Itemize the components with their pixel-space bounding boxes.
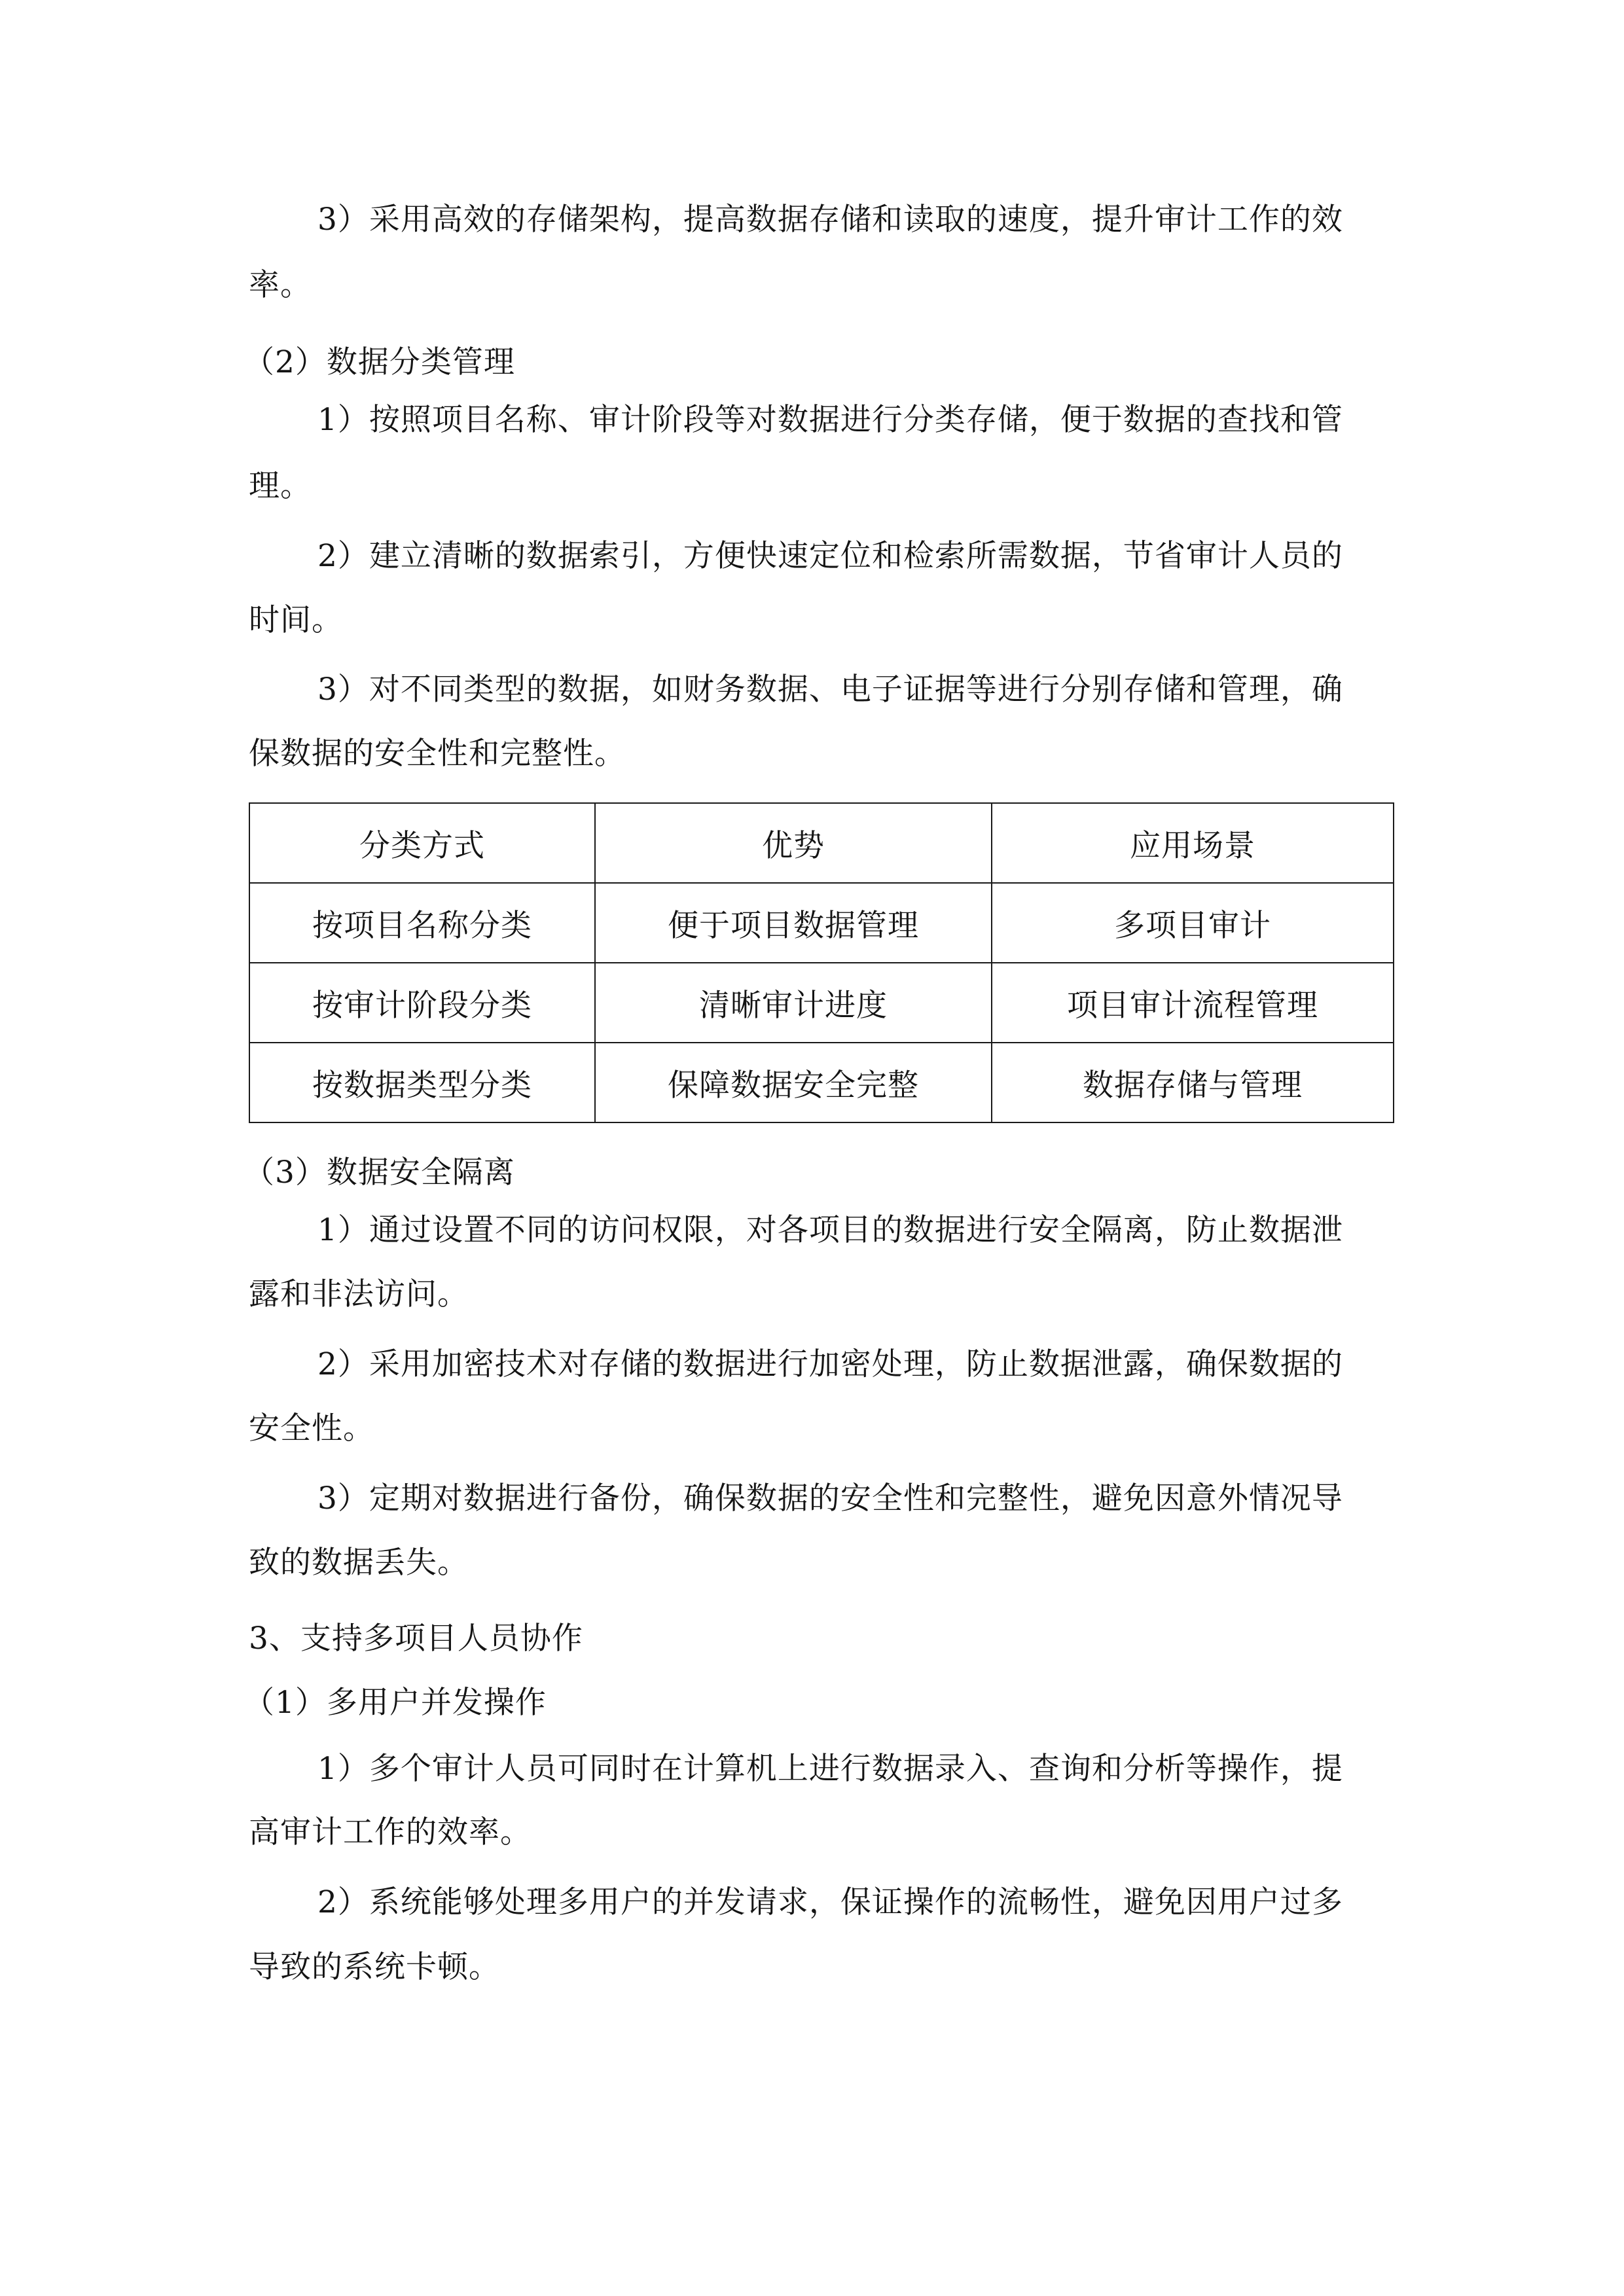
part-heading: 3、支持多项目人员协作 <box>249 1621 583 1657</box>
paragraph-line: 致的数据丢失。 <box>249 1545 469 1581</box>
paragraph-line: 3）采用高效的存储架构，提高数据存储和读取的速度，提升审计工作的效 <box>317 202 1343 238</box>
table-cell: 按审计阶段分类 <box>249 963 595 1043</box>
table-row <box>249 883 1394 963</box>
table-header-cell: 应用场景 <box>992 803 1394 883</box>
paragraph-line: 2）建立清晰的数据索引，方便快速定位和检索所需数据，节省审计人员的 <box>317 538 1343 574</box>
paragraph-line: 导致的系统卡顿。 <box>249 1949 500 1985</box>
table-header-cell: 分类方式 <box>249 803 595 883</box>
paragraph-line: 理。 <box>249 468 312 504</box>
table-row <box>249 963 1394 1043</box>
table-cell: 数据存储与管理 <box>992 1043 1394 1122</box>
classification-table <box>249 802 1394 1123</box>
table-header-row <box>249 803 1394 883</box>
table-cell: 清晰审计进度 <box>595 963 992 1043</box>
section-heading: （2）数据分类管理 <box>244 344 515 380</box>
paragraph-line: 高审计工作的效率。 <box>249 1814 532 1850</box>
paragraph-line: 3）对不同类型的数据，如财务数据、电子证据等进行分别存储和管理，确 <box>317 672 1343 708</box>
section-heading: （3）数据安全隔离 <box>244 1155 515 1191</box>
paragraph-line: 1）多个审计人员可同时在计算机上进行数据录入、查询和分析等操作，提 <box>317 1751 1343 1787</box>
section-heading: （1）多用户并发操作 <box>244 1685 547 1721</box>
paragraph-line: 2）采用加密技术对存储的数据进行加密处理，防止数据泄露，确保数据的 <box>317 1346 1343 1382</box>
table-cell: 按项目名称分类 <box>249 883 595 963</box>
table-row <box>249 1043 1394 1122</box>
paragraph-line: 3）定期对数据进行备份，确保数据的安全性和完整性，避免因意外情况导 <box>317 1480 1343 1516</box>
paragraph-line: 保数据的安全性和完整性。 <box>249 736 626 772</box>
paragraph-line: 1）通过设置不同的访问权限，对各项目的数据进行安全隔离，防止数据泄 <box>317 1212 1343 1248</box>
table-cell: 项目审计流程管理 <box>992 963 1394 1043</box>
table-cell: 多项目审计 <box>992 883 1394 963</box>
paragraph-line: 率。 <box>249 267 312 303</box>
table-header-cell: 优势 <box>595 803 992 883</box>
paragraph-line: 露和非法访问。 <box>249 1276 469 1312</box>
paragraph-line: 2）系统能够处理多用户的并发请求，保证操作的流畅性，避免因用户过多 <box>317 1884 1343 1920</box>
paragraph-line: 1）按照项目名称、审计阶段等对数据进行分类存储，便于数据的查找和管 <box>317 402 1343 438</box>
paragraph-line: 安全性。 <box>249 1410 374 1446</box>
table-cell: 按数据类型分类 <box>249 1043 595 1122</box>
table-cell: 保障数据安全完整 <box>595 1043 992 1122</box>
paragraph-line: 时间。 <box>249 602 343 638</box>
table-cell: 便于项目数据管理 <box>595 883 992 963</box>
